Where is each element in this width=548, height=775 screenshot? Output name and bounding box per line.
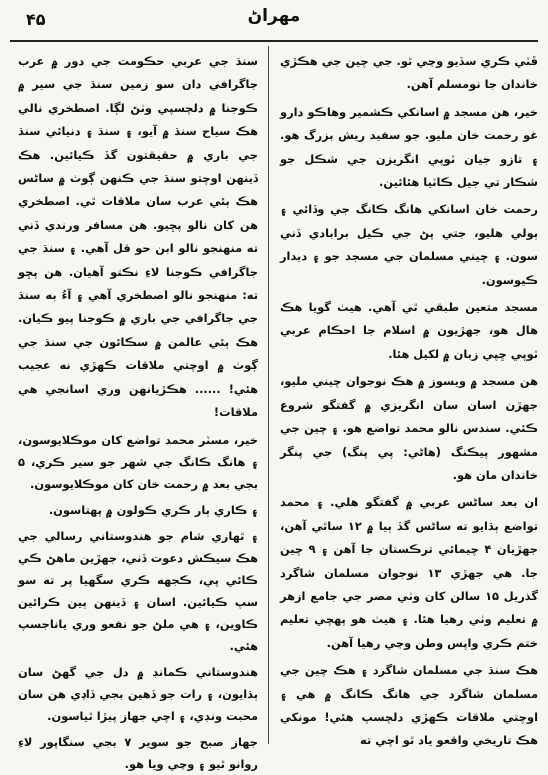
column-divider [268,46,269,744]
paragraph: ان بعد ساڻس عربي ۾ گفتگو هلي. ۽ محمد تواضع ٻڌايو ته ساڻس گڏ ٻيا ۾ ۱۲ ساٿي آهن، جهڙيان ۴ چيمائي ترڪستان جا آهن ۽ ۹ چين جا. هي جهڙي ۱۳ نوجوان مسلمان شاگرد گذريل ۱۵ سالن کان وٺي مصر جي جامع ازهر ۾ تعليم وٺي رهيا هئا. ۽ هيٺ هو پهچي تعليم ختم ڪري واپس وطن وڃي رهيا آهن. [280,495,539,650]
running-header [12,4,536,34]
paragraph: خير، هن مسجد ۾ اسانکي ڪشمير وهاڪو دارو غو رحمت خان مليو. جو سفيد ريش بزرگ هو. ۽ تازو جيان ٽوپي انگريزن جي شڪل جو شڪار تي جيل ڪاٽيا هئائين. [280,104,538,190]
paragraph: هندوستاني ڪمانڊ ۾ دل جي گهڻ سان ٻڌايون، ۽ رات جو ڏهين بجي ڏاڍي هن سان محبت ونڊي، ۽ اچي جهاز پيڙا ٿياسون. [18,664,258,723]
left-column [18,50,258,771]
paragraph: ۽ ٿهاري شام جو هندوستاني رسالي جي هڪ سيڪش دعوت ڏني، جهڙين ماهڻ ڪي ڪائي پي، ڪجهه ڪري سگهيا پر ته سو سپ ڪيائين. اسان ۽ ڏينهن ٻين ڪرائين ڪاوين، ۽ هي ملڻ جو نفعو وري ياناجسپ هئي. [18,528,258,653]
paragraph: هڪ سنڌ جي مسلمان شاگرد ۽ هڪ چين جي مسلمان شاگرد جي هانگ ڪانگ ۾ هي ۽ اوچتي ملاقات ڪهڙي دلچسپ هئي! مونکي هڪ تاريخي واقعو ياد ٿو اچي ته [280,663,538,748]
right-column [280,50,539,748]
paragraph: مسجد متعين طبقي ٿي آهي. هيٺ گويا هڪ هال هو، جهڙيون ۾ اسلام جا احڪام عربي ٽوپي ڇپي زبان ۾ لکيل هئا. [280,300,538,361]
paragraph: هن مسجد ۾ ويسوز ۾ هڪ نوجوان چيني مليو، جهڙن اسان سان انگريزي ۾ گفتگو شروع ڪئي. سندس نالو محمد تواضع هو. ۽ چين جي مشهور پيڪنگ (هاڻي: پي پنگ) جي پنگر خاندان مان هو. [280,374,538,482]
paragraph: سنڌ جي عربي حڪومت جي دور ۾ عرب جاگرافي دان سو زمين سنڌ جي سير ۾ ڪوجنا ۾ دلچسپي وٺڻ لڳا. اصطخري نالي هڪ سياح سنڌ ۾ آيو، ۽ سنڌ ۽ دنيائي سنڌ جي باري ۾ حقيقتون گڏ ڪيائين. هڪ ڏينهن اوچتو سنڌ جي ڪنهن ڳوٺ ۾ ساڻس هڪ ٻئي عرب سان ملاقات ٿي. اصطخري هن کان نالو پڇيو. هن مسافر ورندي ڏني ته منهنجو نالو ابن حو قل آهي. ۽ سنڌ جي جاگرافي ڪوجنا لاءِ نڪتو آهيان. هن پڇو ته: منهنجو نالو اصطخري آهي ۽ آءُ به سنڌ جي جاگرافي جي باري ۾ ڪوجنا پيو ڪيان. هڪ ٻئي عالمن ۾ سڪائون جي سنڌ جي ڳوٺ ۾ اوچتي ملاقات ڪهڙي نه عجيب هئي! ...... هڪڙيانهن وري اسانجي هي ملاقات! [18,54,258,420]
paragraph: ڦٽي ڪري سڏيو وڃي ٿو. جي چين جي هڪڙي خاندان جا نومسلم آهن. [280,54,538,92]
header-rule [10,40,538,42]
paragraph: رحمت خان اسانکي هانگ ڪانگ جي وڏائي ۽ ٻولي هليو، جتي پڻ جي ڪيل برابادي ڏني سون. ۽ چيني مسلمان جي مسجد جو ۽ ديدار ڪيوسون. [280,202,538,287]
page-title: مهراڻ [247,6,301,26]
paragraph: خير، مسٽر محمد تواضع کان موڪلايوسون، ۽ هانگ ڪانگ جي شهر جو سير ڪري، ۵ بجي بعد ۾ رحمت خان کان موڪلايوسون. [18,432,258,491]
paragraph: ۽ ڪاري ٻار ڪري ڪولون ۾ پهتاسون. [48,502,258,517]
paragraph: جهاز صبح جو سوير ۷ بجي سنگاپور لاءِ روانو ٿيو ۽ وڃي ويا هو. [18,734,258,771]
page-number: ۴۵ [26,10,46,29]
